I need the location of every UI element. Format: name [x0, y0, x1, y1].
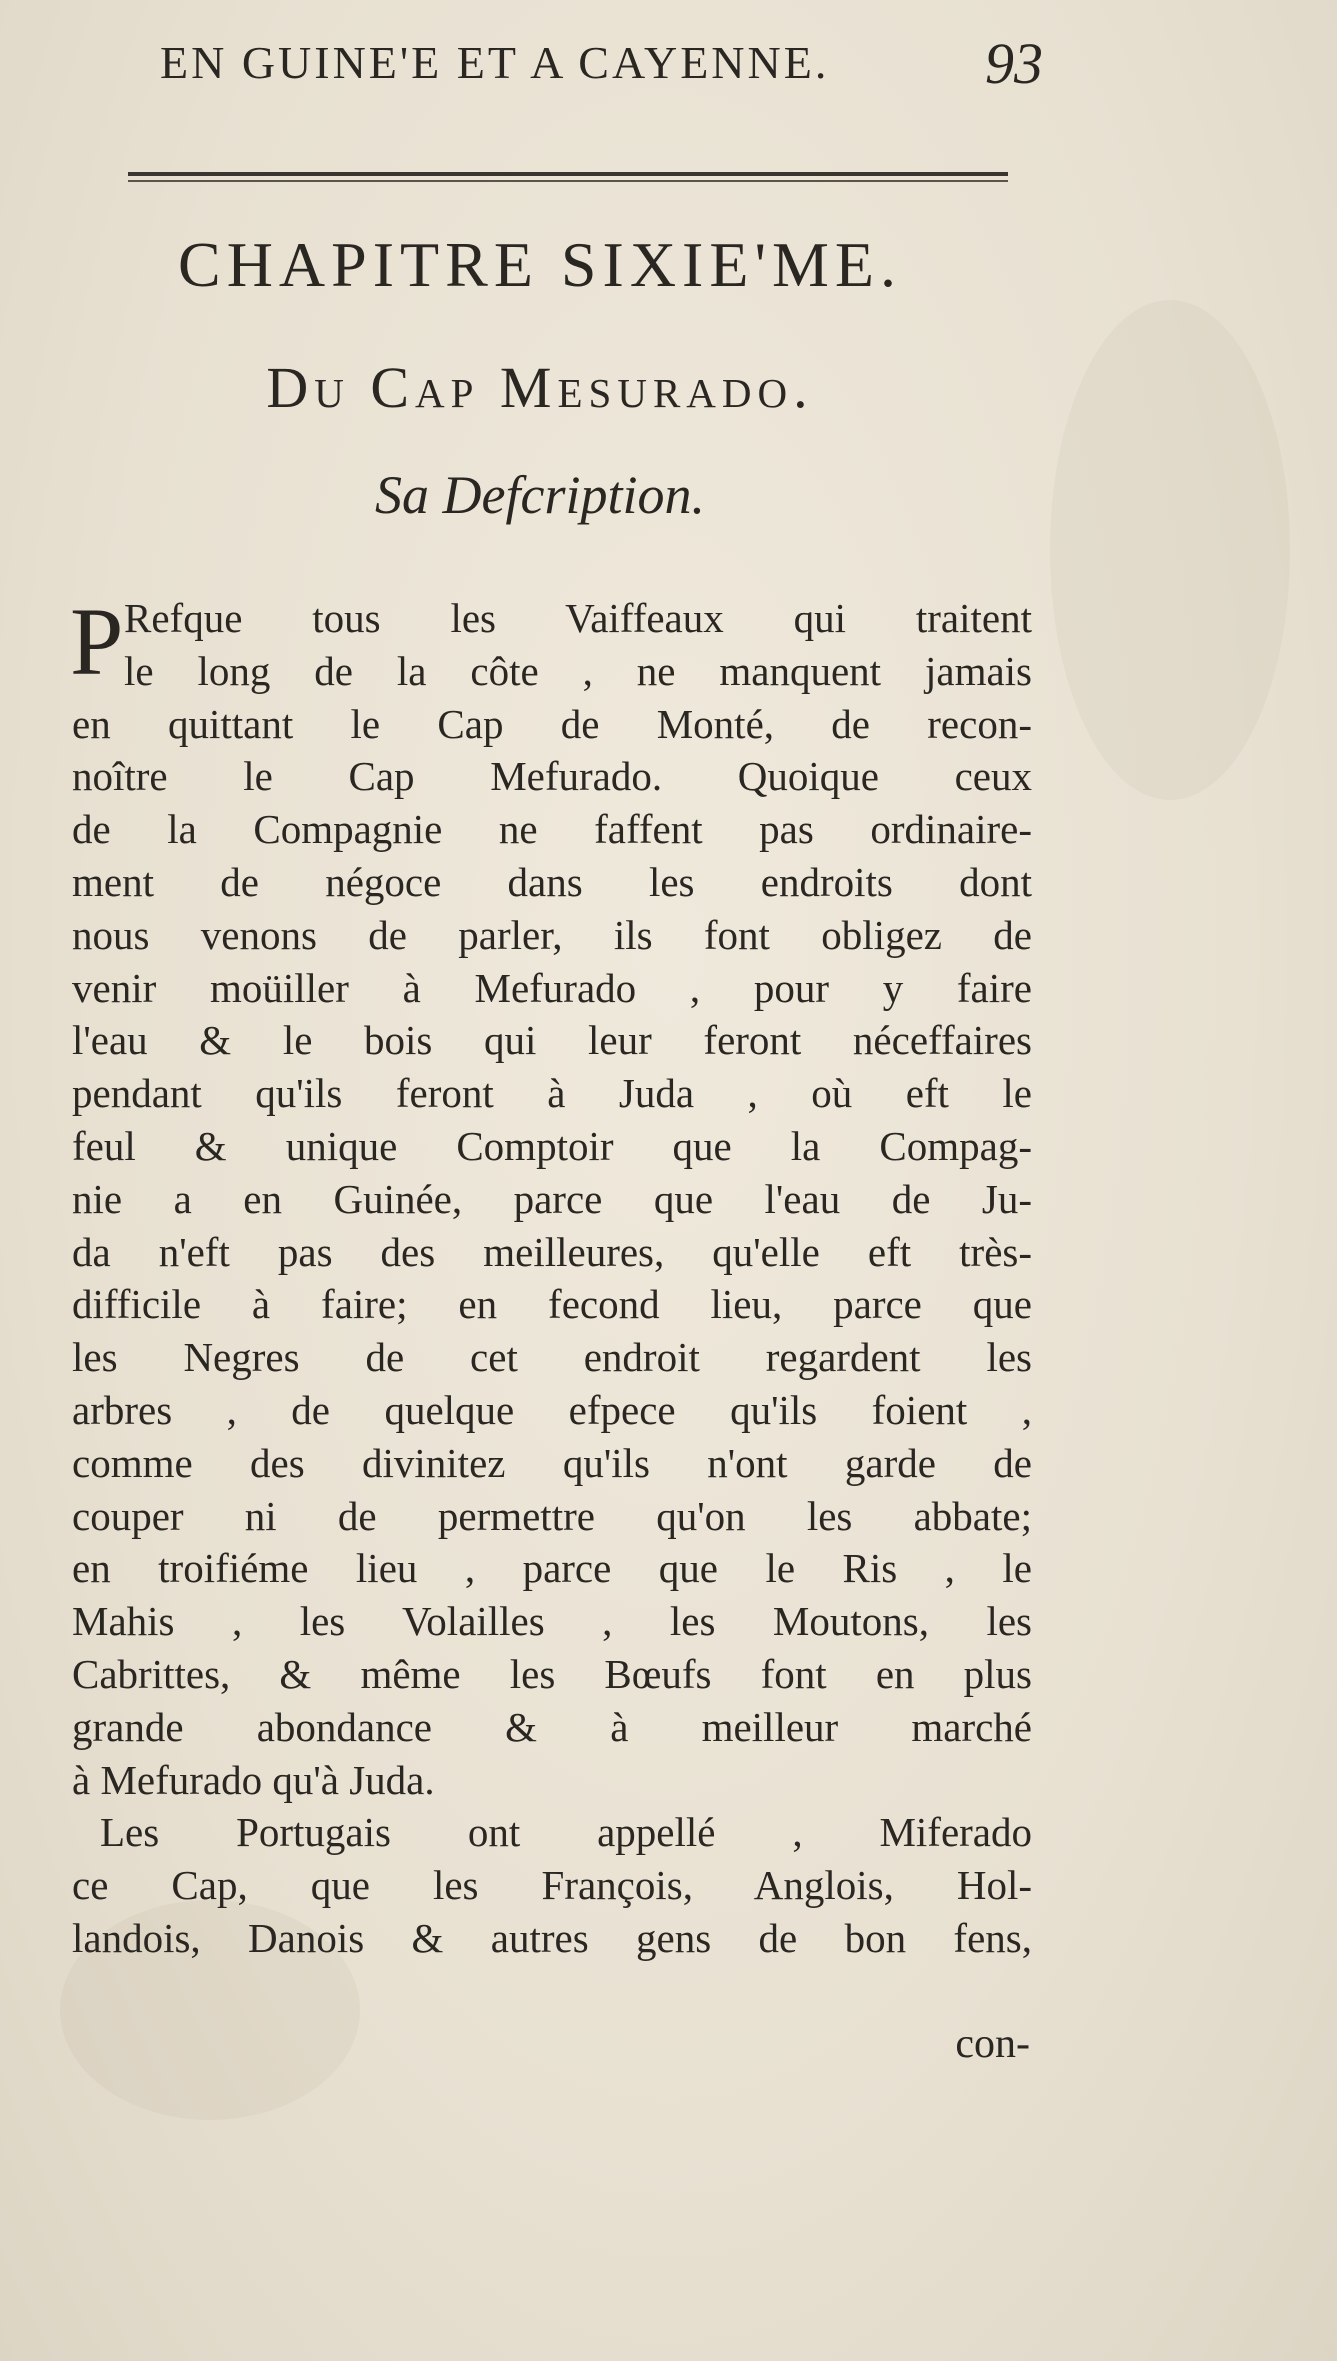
text-line: à Mefurado qu'à Juda. — [72, 1756, 435, 1803]
text-line: landois, Danois & autres gens de bon fens, — [72, 1914, 1032, 1961]
chapter-title: CHAPITRE SIXIE'ME. — [178, 229, 902, 300]
text-line: les Negres de cet endroit regardent les — [72, 1334, 1032, 1381]
text-line: grande abondance & à meilleur marché — [72, 1703, 1032, 1750]
text-line: Mahis , les Volailles , les Moutons, les — [72, 1598, 1032, 1645]
text-line: ment de négoce dans les endroits dont — [72, 858, 1032, 905]
text-line: nous venons de parler, ils font obligez de — [72, 911, 1032, 958]
text-line: venir moüiller à Mefurado , pour y faire — [72, 964, 1032, 1011]
text-line: de la Compagnie ne faffent pas ordinaire- — [72, 806, 1032, 853]
text-line: pendant qu'ils feront à Juda , où eft le — [72, 1070, 1032, 1117]
text-line: couper ni de permettre qu'on les abbate; — [72, 1492, 1032, 1539]
page-number: 93 — [985, 31, 1043, 96]
text-line: arbres , de quelque efpece qu'ils foient , — [72, 1386, 1032, 1433]
section-subtitle: Sa Defcription. — [375, 465, 705, 525]
header-rule — [128, 172, 1008, 176]
text-line: Cabrittes, & même les Bœufs font en plus — [72, 1650, 1032, 1697]
body-text — [70, 588, 1032, 1965]
text-line: ce Cap, que les François, Anglois, Hol- — [72, 1862, 1032, 1909]
text-line: noître le Cap Mefurado. Quoique ceux — [72, 753, 1032, 800]
drop-cap: P — [70, 588, 124, 695]
text-line: l'eau & le bois qui leur feront néceffaires — [72, 1017, 1032, 1064]
text-line: en quittant le Cap de Monté, de recon- — [72, 700, 1032, 747]
text-line: Les Portugais ont appellé , Miferado — [100, 1809, 1032, 1856]
text-line: da n'eft pas des meilleures, qu'elle eft très- — [72, 1228, 1032, 1275]
paper-stain — [1050, 300, 1290, 800]
catchword: con- — [955, 2021, 1030, 2067]
text-line: comme des divinitez qu'ils n'ont garde de — [72, 1439, 1032, 1486]
text-line: en troifiéme lieu , parce que le Ris , le — [72, 1545, 1032, 1592]
text-line: nie a en Guinée, parce que l'eau de Ju- — [72, 1175, 1032, 1222]
text-line: le long de la côte , ne manquent jamais — [124, 647, 1032, 694]
section-title: Du Cap Mesurado. — [266, 355, 814, 420]
text-line: difficile à faire; en fecond lieu, parce que — [72, 1281, 1032, 1328]
running-head: EN GUINE'E ET A CAYENNE. — [160, 37, 830, 88]
text-line: feul & unique Comptoir que la Compag- — [72, 1122, 1032, 1169]
text-line: P Refque tous les Vaiffeaux qui traitent — [70, 588, 1032, 695]
